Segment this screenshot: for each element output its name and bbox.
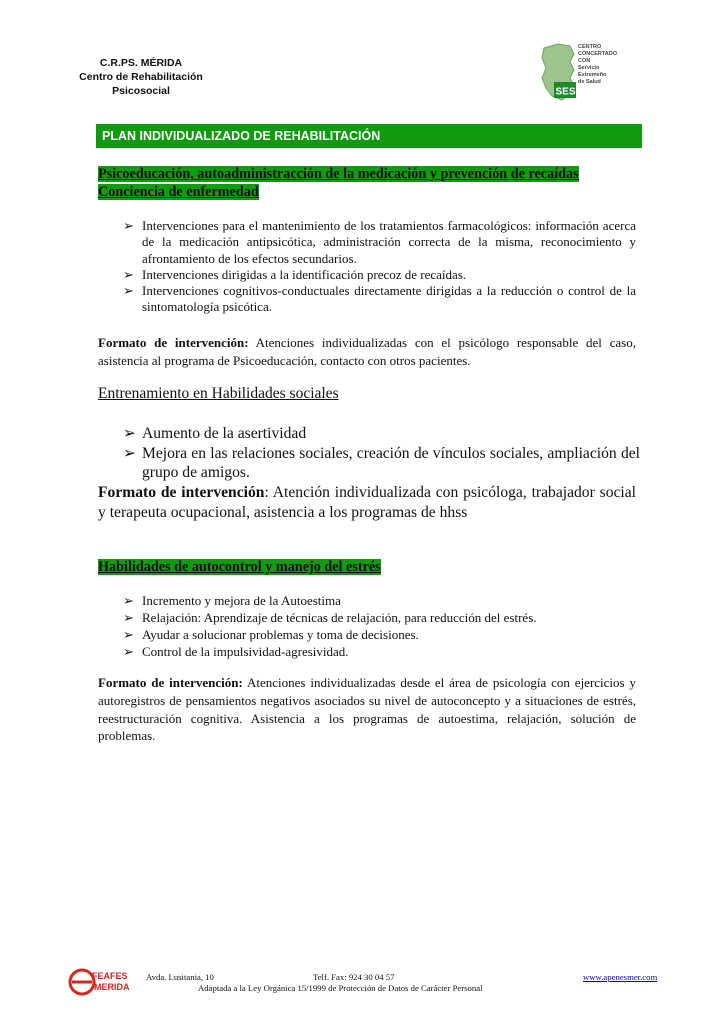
section3-list: [120, 592, 636, 660]
list-item: ➢ Ayudar a solucionar problemas y toma de decisiones.: [123, 627, 419, 642]
feafes-logo: [68, 966, 130, 998]
section1-title-line2: Conciencia de enfermedad: [98, 184, 259, 200]
arrow-bullet-icon: ➢: [123, 593, 134, 608]
list-item: ➢ Intervenciones cognitivos-conductuales directamente dirigidas a la reducción o control de la sintomatología psicótica.: [123, 283, 636, 315]
section3-format: [98, 674, 636, 745]
ses-logo-caption: CENTRO CONCERTADO CON Servicio Extremeño de Salud: [578, 44, 618, 85]
svg-text:SES: SES: [555, 86, 576, 98]
footer-website-link[interactable]: www.apenesmer.com: [583, 972, 658, 982]
list-item: ➢ Intervenciones para el mantenimiento de los tratamientos farmacológicos: información acerca de la medicación antipsicótica, administración correcta de la misma, reconocimiento y afrontamiento de los efectos secundarios.: [123, 218, 636, 266]
format-label: Formato de intervención:: [98, 675, 243, 690]
arrow-bullet-icon: ➢: [123, 283, 134, 299]
list-item: ➢ Control de la impulsividad-agresividad.: [123, 644, 349, 659]
section1-title-line1: Psicoeducación, autoadministracción de la medicación y prevención de recaídas: [98, 166, 579, 182]
header-organization: [62, 56, 220, 98]
section3-title: Habilidades de autocontrol y manejo del estrés: [98, 559, 381, 575]
section2-format: [98, 483, 636, 522]
section2-list: [120, 424, 640, 483]
org-subtitle-line2: Psicosocial: [112, 85, 170, 97]
list-item: ➢ Intervenciones dirigidas a la identificación precoz de recaídas.: [123, 266, 467, 282]
footer-address: Avda. Lusitania, 10: [146, 972, 214, 982]
footer-phone: Telf. Fax: 924 30 04 57: [313, 972, 395, 982]
org-name: C.R.PS. MÉRIDA: [99, 57, 183, 69]
svg-text:FEAFES: FEAFES: [92, 971, 128, 981]
section1-heading: [98, 165, 638, 201]
format-label: Formato de intervención: [98, 484, 265, 501]
format-text: Atenciones individualizadas con el psicólogo responsable del caso, asistencia al programa de Psicoeducación, contacto con otros pacientes.: [98, 335, 636, 368]
org-subtitle-line1: Centro de Rehabilitación: [79, 71, 203, 83]
format-text: : Atención individualizada con psicóloga, trabajador social y terapeuta ocupacional, asistencia a los programas de hhss: [98, 484, 636, 521]
arrow-bullet-icon: ➢: [123, 266, 134, 282]
plan-banner: PLAN INDIVIDUALIZADO DE REHABILITACIÓN: [96, 124, 642, 148]
section1-list: [120, 218, 636, 316]
section1-format: [98, 334, 636, 369]
format-text: Atenciones individualizadas desde el área de psicología con ejercicios y autoregistros de pensamientos negativos asociados su nivel de autoconcepto y a situaciones de estrés, reestructuración cognitiva. Asistencia a los programas de autoestima, relajación, solución de problemas.: [98, 675, 636, 744]
format-label: Formato de intervención:: [98, 335, 249, 350]
list-item: ➢ Relajación: Aprendizaje de técnicas de relajación, para reducción del estrés.: [123, 610, 537, 625]
arrow-bullet-icon: ➢: [123, 644, 134, 659]
list-item: ➢ Incremento y mejora de la Autoestima: [123, 593, 341, 608]
feafes-logo-icon: [68, 966, 130, 998]
ses-logo: [540, 42, 632, 102]
arrow-bullet-icon: ➢: [123, 218, 134, 233]
arrow-bullet-icon: ➢: [123, 444, 137, 462]
arrow-bullet-icon: ➢: [123, 627, 134, 642]
section3-heading: [98, 558, 381, 576]
svg-text:MERIDA: MERIDA: [94, 982, 130, 992]
section2-heading: Entrenamiento en Habilidades sociales: [98, 385, 339, 402]
list-item: ➢ Aumento de la asertividad: [123, 425, 307, 442]
footer-law-notice: Adaptada a la Ley Orgánica 15/1999 de Protección de Datos de Carácter Personal: [198, 983, 483, 993]
arrow-bullet-icon: ➢: [123, 425, 137, 442]
arrow-bullet-icon: ➢: [123, 610, 134, 625]
list-item: ➢ Mejora en las relaciones sociales, creación de vínculos sociales, ampliación del grupo de amigos.: [123, 444, 640, 481]
